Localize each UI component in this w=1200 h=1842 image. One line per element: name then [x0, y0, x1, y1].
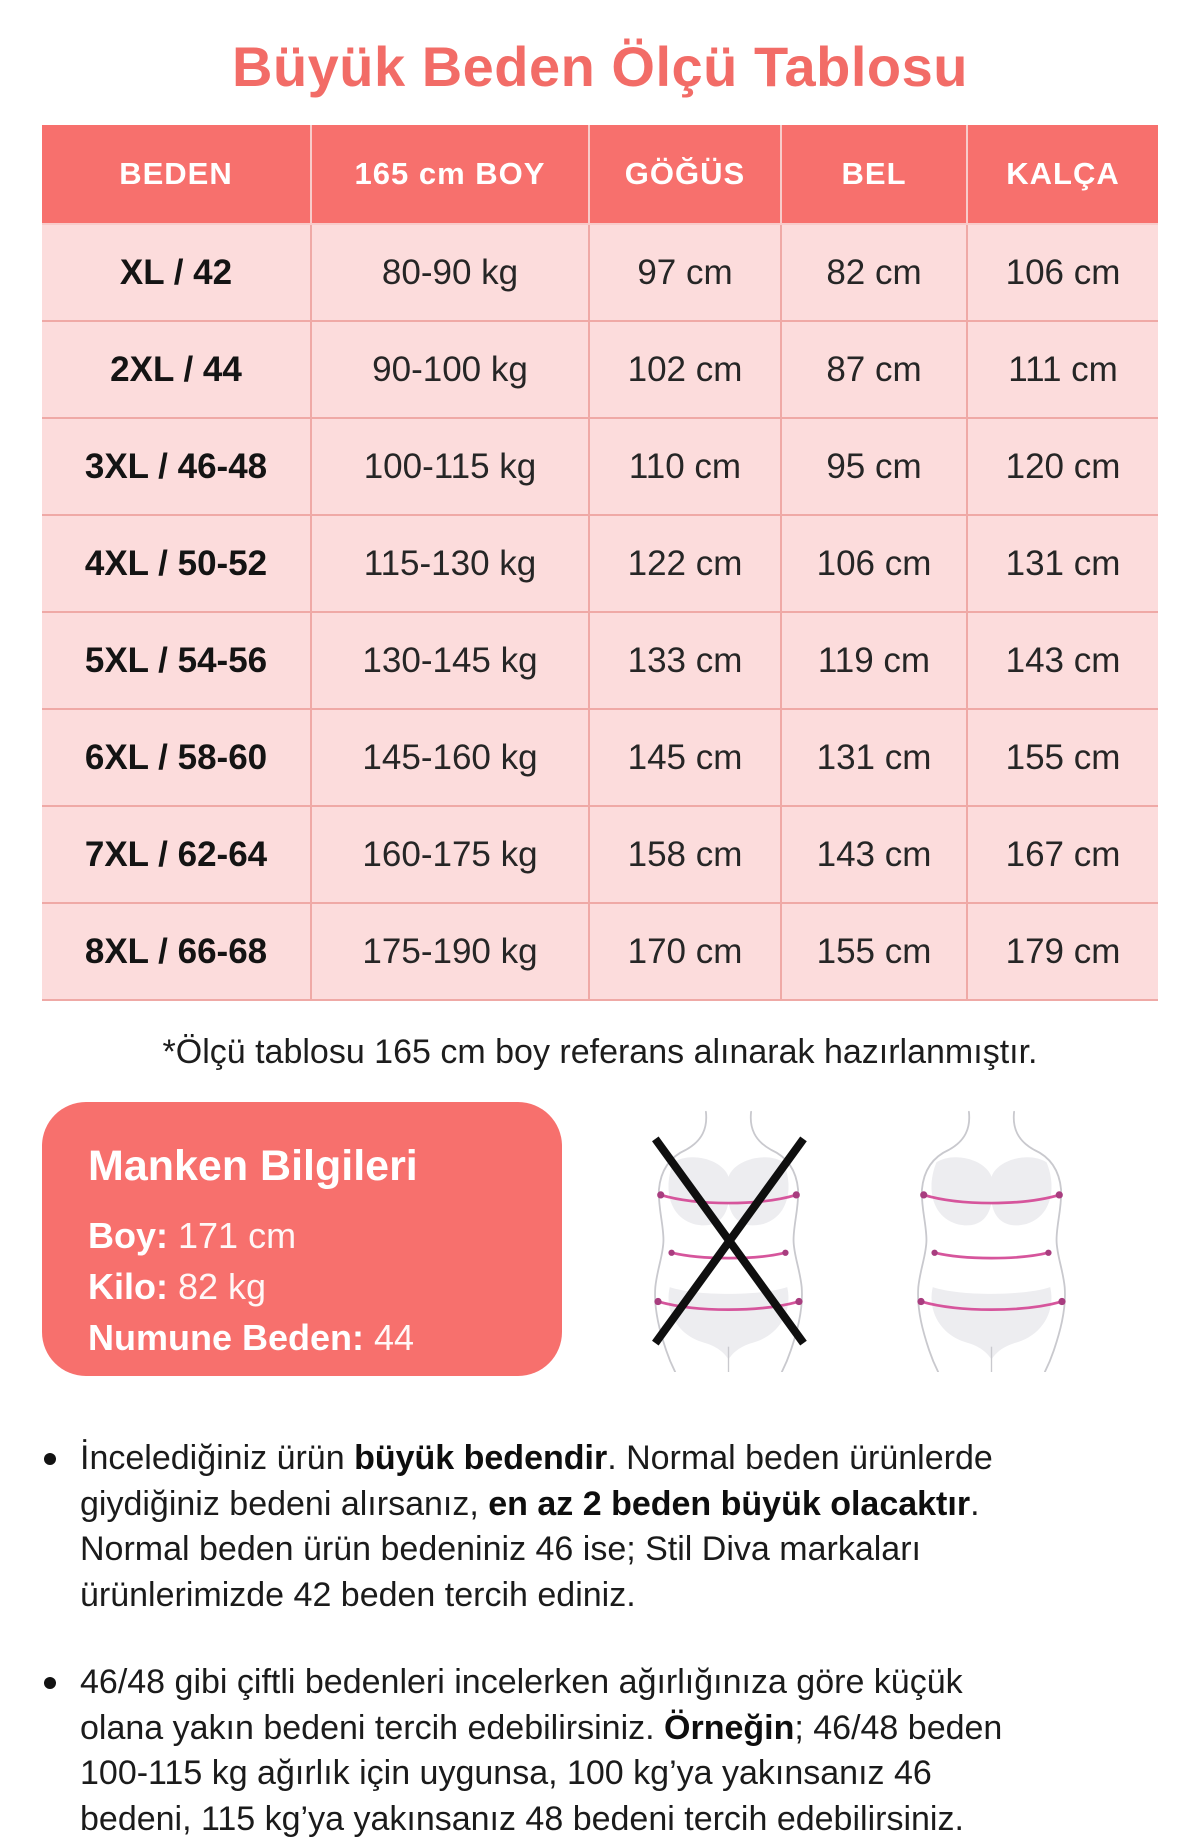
size-cell: 4XL / 50-52 — [42, 516, 312, 613]
measure-cell: 170 cm — [590, 904, 782, 1001]
size-cell: 7XL / 62-64 — [42, 807, 312, 904]
table-row — [42, 419, 1158, 516]
correct-measurement-figure — [889, 1110, 1094, 1372]
measure-cell: 143 cm — [782, 807, 968, 904]
measure-cell: 130-145 kg — [312, 613, 590, 710]
measure-cell: 145-160 kg — [312, 710, 590, 807]
measure-cell: 175-190 kg — [312, 904, 590, 1001]
size-cell: 3XL / 46-48 — [42, 419, 312, 516]
measure-cell: 179 cm — [968, 904, 1158, 1001]
column-header-2: GÖĞÜS — [590, 125, 782, 225]
model-info-kilo: Kilo: 82 kg — [88, 1266, 267, 1307]
measure-cell: 158 cm — [590, 807, 782, 904]
size-cell: 8XL / 66-68 — [42, 904, 312, 1001]
measure-cell: 87 cm — [782, 322, 968, 419]
measure-cell: 95 cm — [782, 419, 968, 516]
model-info-section — [42, 1102, 1158, 1376]
measure-cell: 90-100 kg — [312, 322, 590, 419]
table-row — [42, 807, 1158, 904]
measure-cell: 106 cm — [782, 516, 968, 613]
size-cell: 5XL / 54-56 — [42, 613, 312, 710]
measure-cell: 100-115 kg — [312, 419, 590, 516]
model-info-fields — [88, 1215, 516, 1359]
model-info-numune-beden: Numune Beden: 44 — [88, 1317, 415, 1358]
table-reference-note: *Ölçü tablosu 165 cm boy referans alınarak hazırlanmıştır. — [162, 1033, 1038, 1071]
size-cell: 6XL / 58-60 — [42, 710, 312, 807]
table-row — [42, 322, 1158, 419]
size-table-header-row — [42, 125, 1158, 225]
measure-cell: 160-175 kg — [312, 807, 590, 904]
measurement-figures — [562, 1102, 1158, 1376]
table-row — [42, 613, 1158, 710]
measure-cell: 155 cm — [968, 710, 1158, 807]
measure-cell: 119 cm — [782, 613, 968, 710]
column-header-1: 165 cm BOY — [312, 125, 590, 225]
measure-cell: 106 cm — [968, 225, 1158, 322]
measure-cell: 167 cm — [968, 807, 1158, 904]
measure-cell: 122 cm — [590, 516, 782, 613]
measure-cell: 110 cm — [590, 419, 782, 516]
measure-cell: 97 cm — [590, 225, 782, 322]
measure-cell: 131 cm — [968, 516, 1158, 613]
table-row — [42, 710, 1158, 807]
model-info-boy: Boy: 171 cm — [88, 1215, 297, 1256]
measure-cell: 102 cm — [590, 322, 782, 419]
size-table — [42, 125, 1158, 1001]
model-info-heading: Manken Bilgileri — [88, 1142, 418, 1190]
column-header-4: KALÇA — [968, 125, 1158, 225]
size-notes-list — [42, 1436, 1042, 1842]
measure-cell: 82 cm — [782, 225, 968, 322]
table-row — [42, 225, 1158, 322]
measure-cell: 143 cm — [968, 613, 1158, 710]
column-header-0: BEDEN — [42, 125, 312, 225]
measure-cell: 131 cm — [782, 710, 968, 807]
wrong-measurement-figure — [626, 1110, 831, 1372]
measure-cell: 133 cm — [590, 613, 782, 710]
size-note-item: 46/48 gibi çiftli bedenleri incelerken ağırlığınıza göre küçük olana yakın bedeni tercih edebilirsiniz. Örneğin; 46/48 beden 100-115 kg ağırlık için uygunsa, 100 kg’ya yakınsanız 46 bedeni, 115 kg’ya yakınsanız 48 bedeni tercih edebilirsiniz. — [42, 1660, 1042, 1842]
page-title: Büyük Beden Ölçü Tablosu — [232, 35, 968, 98]
measure-cell: 120 cm — [968, 419, 1158, 516]
size-note-item: İncelediğiniz ürün büyük bedendir. Normal beden ürünlerde giydiğiniz bedeni alırsanız, en az 2 beden büyük olacaktır. Normal beden ürün bedeniniz 46 ise; Stil Diva markaları ürünlerimizde 42 beden tercih ediniz. — [42, 1436, 1042, 1618]
measure-cell: 155 cm — [782, 904, 968, 1001]
body-silhouette-icon — [889, 1110, 1094, 1372]
size-cell: 2XL / 44 — [42, 322, 312, 419]
measure-cell: 145 cm — [590, 710, 782, 807]
table-row — [42, 904, 1158, 1001]
measure-cell: 80-90 kg — [312, 225, 590, 322]
table-row — [42, 516, 1158, 613]
measure-cell: 111 cm — [968, 322, 1158, 419]
measure-cell: 115-130 kg — [312, 516, 590, 613]
size-cell: XL / 42 — [42, 225, 312, 322]
model-info-card — [42, 1102, 562, 1376]
column-header-3: BEL — [782, 125, 968, 225]
x-mark-icon — [626, 1110, 831, 1372]
